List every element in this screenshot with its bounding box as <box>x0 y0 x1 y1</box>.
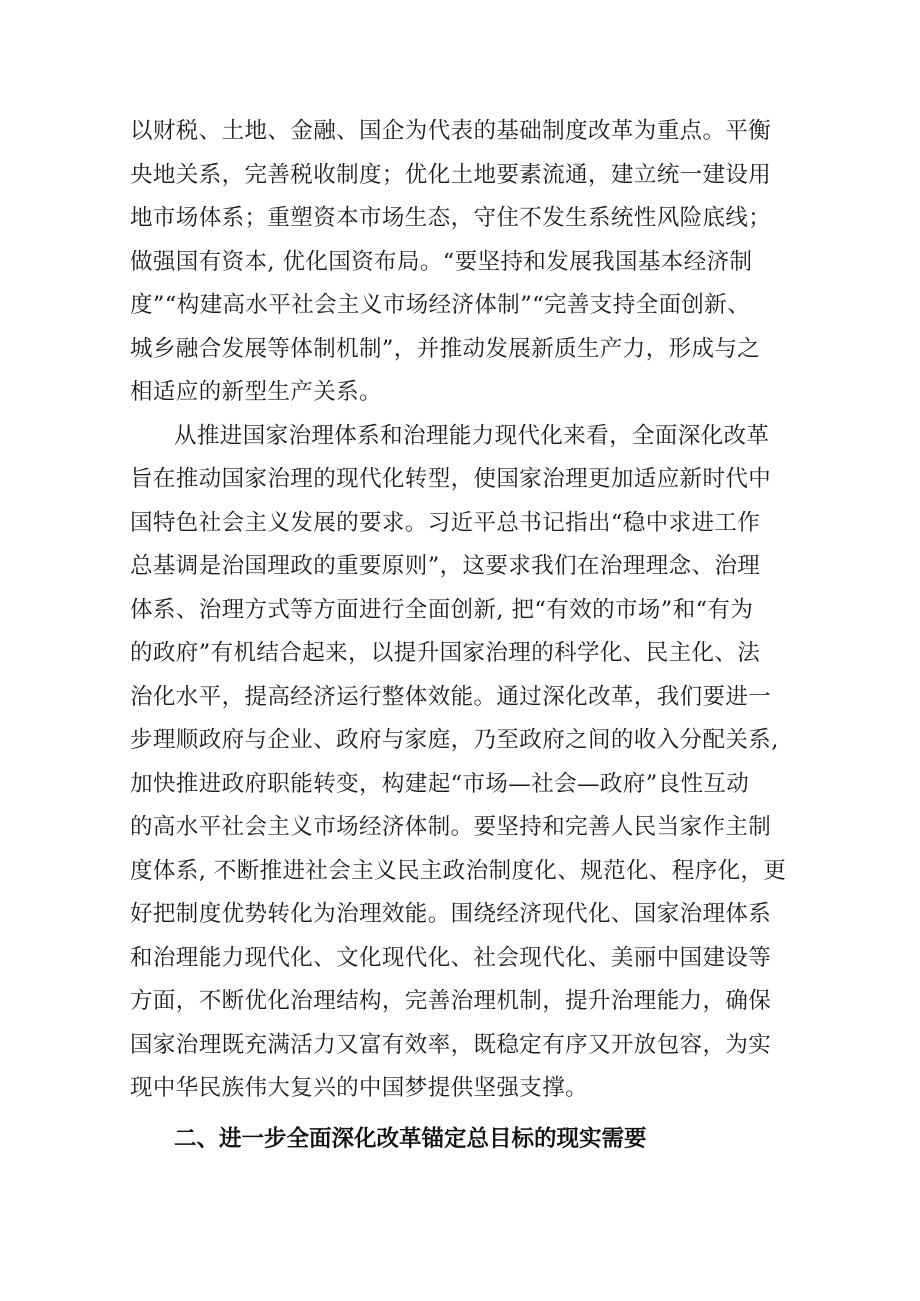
paragraph-1 <box>130 110 795 415</box>
text-line: 度体系, 不断推进社会主义民主政治制度化、规范化、程序化，更 <box>130 857 787 884</box>
text-line: 的政府”有机结合起来，以提升国家治理的科学化、民主化、法 <box>130 640 761 666</box>
text-line: 央地关系，完善税收制度；优化土地要素流通，建立统一建设用 <box>130 161 772 188</box>
text-line: 总基调是治国理政的重要原则”，这要求我们在治理理念、治理 <box>130 553 761 579</box>
paragraph-2 <box>130 415 795 1111</box>
text-line: 国特色社会主义发展的要求。习近平总书记指出“稳中求进工作 <box>130 509 761 536</box>
text-line: 以财税、土地、金融、国企为代表的基础制度改革为重点。平衡 <box>130 118 772 144</box>
text-line: 的高水平社会主义市场经济体制。要坚持和完善人民当家作主制 <box>130 814 772 840</box>
section-heading: 二、进一步全面深化改革锚定总目标的现实需要 <box>174 1125 647 1152</box>
text-line: 治化水平，提高经济运行整体效能。通过深化改革，我们要进一 <box>130 683 772 710</box>
text-line: 国家治理既充满活力又富有效率，既稳定有序又开放包容，为实 <box>130 1031 772 1058</box>
text-line: 从推进国家治理体系和治理能力现代化来看，全面深化改革 <box>174 422 770 449</box>
text-line: 旨在推动国家治理的现代化转型，使国家治理更加适应新时代中 <box>130 466 772 492</box>
text-line: 城乡融合发展等体制机制”，并推动发展新质生产力，形成与之 <box>130 335 761 362</box>
text-line: 和治理能力现代化、文化现代化、社会现代化、美丽中国建设等 <box>130 944 772 971</box>
text-line: 步理顺政府与企业、政府与家庭，乃至政府之间的收入分配关系, <box>130 727 779 753</box>
text-line: 相适应的新型生产关系。 <box>130 379 382 405</box>
text-line: 方面，不断优化治理结构，完善治理机制，提升治理能力，确保 <box>130 988 772 1014</box>
text-line: 做强国有资本, 优化国资布局。“要坚持和发展我国基本经济制 <box>130 248 753 275</box>
document-body <box>130 110 795 1161</box>
text-line: 地市场体系；重塑资本市场生态，守住不发生系统性风险底线； <box>130 205 772 231</box>
text-line: 好把制度优势转化为治理效能。围绕经济现代化、国家治理体系 <box>130 901 772 927</box>
text-line: 现中华民族伟大复兴的中国梦提供坚强支撑。 <box>130 1075 589 1101</box>
text-line: 度”“构建高水平社会主义市场经济体制”“完善支持全面创新、 <box>130 292 751 318</box>
text-line: 体系、治理方式等方面进行全面创新, 把“有效的市场”和“有为 <box>130 596 754 623</box>
text-line: 加快推进政府职能转变，构建起“市场—社会—政府”良性互动 <box>130 770 750 797</box>
